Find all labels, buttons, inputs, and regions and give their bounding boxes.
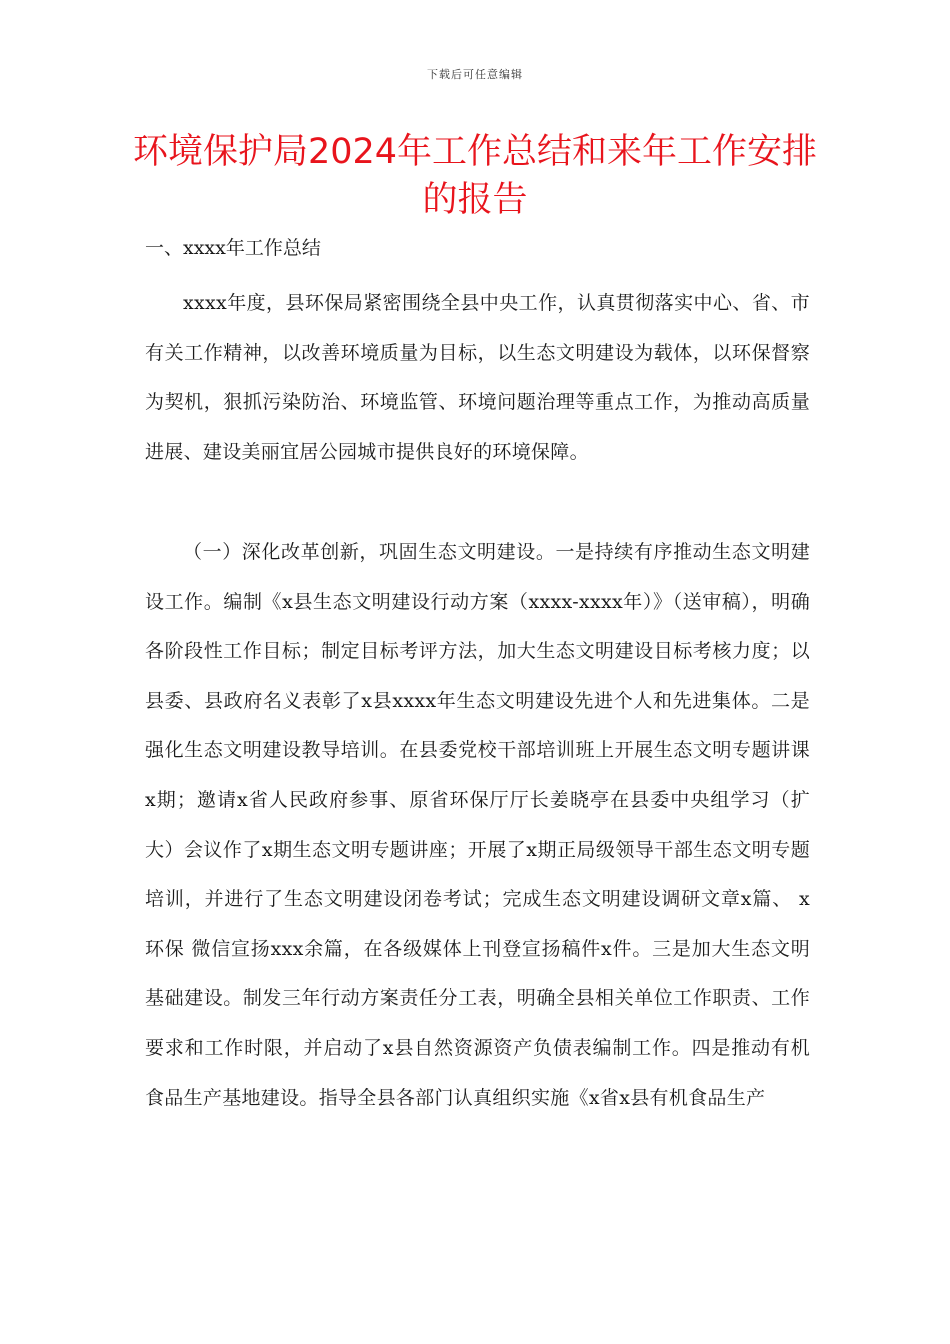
paragraph: （一）深化改革创新，巩固生态文明建设。一是持续有序推动生态文明建设工作。编制《x县生态文明建设行动方案（xxxx-xxxx年）》（送审稿），明确各阶段性工作目标；制定目标考评方法，加大生态文明建设目标考核力度；以县委、县政府名义表彰了x县xxxx年生态文明建设先进个人和先进集体。二是强化生态文明建设教导培训。在县委党校干部培训班上开展生态文明专题讲课x期；邀请x省人民政府参事、原省环保厅厅长姜晓亭在县委中央组学习（扩大）会议作了x期生态文明专题讲座；开展了x期正局级领导干部生态文明专题培训，并进行了生态文明建设闭卷考试；完成生态文明建设调研文章x篇、 x环保 微信宣扬xxx余篇，在各级媒体上刊登宣扬稿件x件。三是加大生态文明基础建设。制发三年行动方案责任分工表，明确全县相关单位工作职责、工作要求和工作时限，并启动了x县自然资源资产负债表编制工作。四是推动有机食品生产基地建设。指导全县各部门认真组织实施《x省x县有机食品生产: [145, 541, 810, 1109]
section-heading: 一、xxxx年工作总结: [145, 237, 321, 259]
header-note: 下载后可任意编辑: [427, 68, 523, 81]
paragraph: xxxx年度，县环保局紧密围绕全县中央工作，认真贯彻落实中心、省、市有关工作精神，以改善环境质量为目标，以生态文明建设为载体，以环保督察为契机，狠抓污染防治、环境监管、环境问题治理等重点工作，为推动高质量进展、建设美丽宜居公园城市提供良好的环境保障。: [145, 292, 810, 463]
page-title: 环境保护局2024年工作总结和来年工作安排的报告: [132, 132, 818, 220]
